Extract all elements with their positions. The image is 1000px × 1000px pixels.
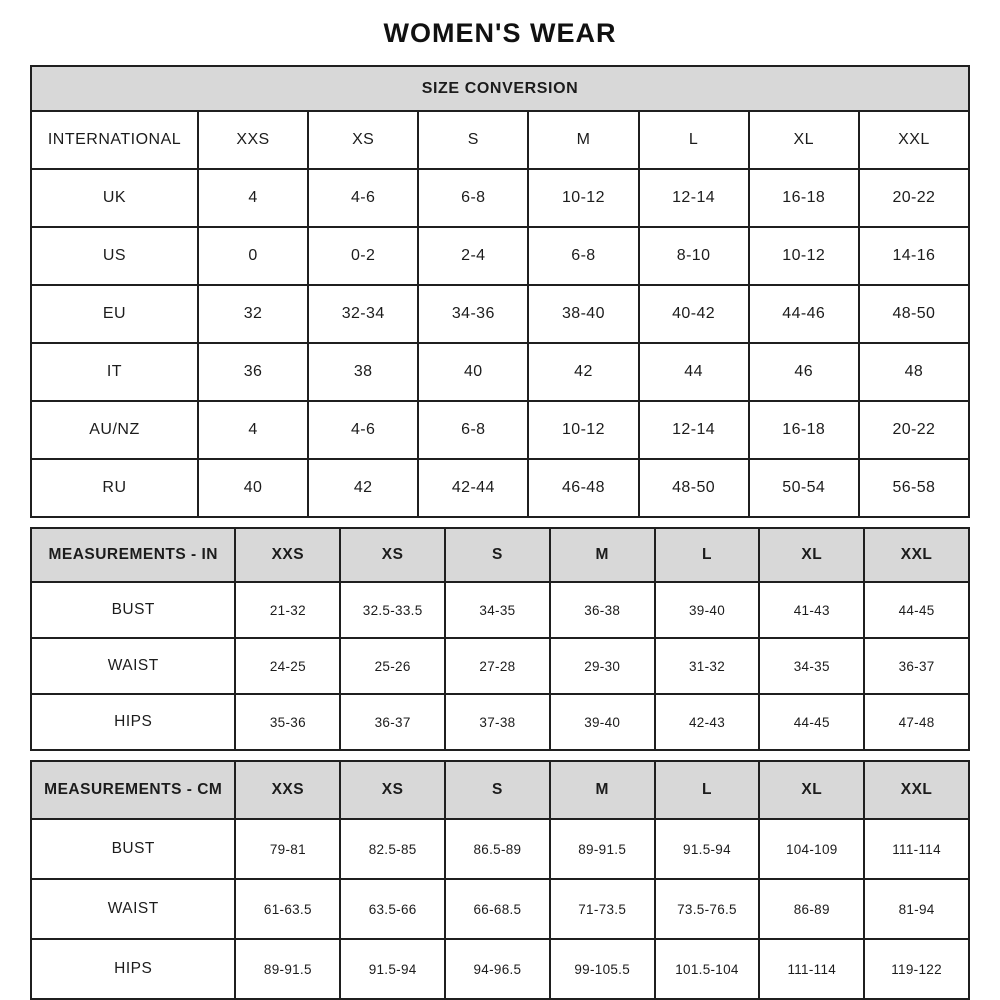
row-label: US xyxy=(31,227,198,285)
value-cell: 34-35 xyxy=(445,582,550,638)
table-row-bust-cm xyxy=(31,819,969,879)
value-cell: 111-114 xyxy=(864,819,969,879)
value-cell: 104-109 xyxy=(759,819,864,879)
value-cell: 34-36 xyxy=(418,285,528,343)
table-row-aunz xyxy=(31,401,969,459)
value-cell: 36-37 xyxy=(864,638,969,694)
value-cell: 4-6 xyxy=(308,401,418,459)
value-cell: 81-94 xyxy=(864,879,969,939)
column-header: XXL xyxy=(864,528,969,582)
column-header: L xyxy=(655,528,760,582)
value-cell: 86.5-89 xyxy=(445,819,550,879)
value-cell: 56-58 xyxy=(859,459,969,517)
column-header: XXL xyxy=(864,761,969,819)
value-cell: 39-40 xyxy=(655,582,760,638)
column-header: XXS xyxy=(198,111,308,169)
value-cell: 71-73.5 xyxy=(550,879,655,939)
column-header: S xyxy=(445,761,550,819)
value-cell: 46 xyxy=(749,343,859,401)
row-label: RU xyxy=(31,459,198,517)
value-cell: 86-89 xyxy=(759,879,864,939)
value-cell: 16-18 xyxy=(749,169,859,227)
value-cell: 111-114 xyxy=(759,939,864,999)
value-cell: 10-12 xyxy=(528,401,638,459)
column-header: XXS xyxy=(235,528,340,582)
value-cell: 10-12 xyxy=(528,169,638,227)
value-cell: 27-28 xyxy=(445,638,550,694)
value-cell: 8-10 xyxy=(639,227,749,285)
value-cell: 61-63.5 xyxy=(235,879,340,939)
column-header: XXS xyxy=(235,761,340,819)
value-cell: 25-26 xyxy=(340,638,445,694)
value-cell: 12-14 xyxy=(639,401,749,459)
row-label: AU/NZ xyxy=(31,401,198,459)
value-cell: 42-44 xyxy=(418,459,528,517)
value-cell: 119-122 xyxy=(864,939,969,999)
value-cell: 0 xyxy=(198,227,308,285)
value-cell: 37-38 xyxy=(445,694,550,750)
column-header: XL xyxy=(759,528,864,582)
column-header: L xyxy=(655,761,760,819)
value-cell: 66-68.5 xyxy=(445,879,550,939)
row-label: BUST xyxy=(31,582,235,638)
value-cell: 32 xyxy=(198,285,308,343)
value-cell: 42 xyxy=(528,343,638,401)
value-cell: 31-32 xyxy=(655,638,760,694)
value-cell: 32.5-33.5 xyxy=(340,582,445,638)
value-cell: 2-4 xyxy=(418,227,528,285)
table-row-waist-in xyxy=(31,638,969,694)
value-cell: 12-14 xyxy=(639,169,749,227)
value-cell: 6-8 xyxy=(528,227,638,285)
value-cell: 40 xyxy=(418,343,528,401)
value-cell: 10-12 xyxy=(749,227,859,285)
column-header: XS xyxy=(340,528,445,582)
column-header: M xyxy=(550,761,655,819)
value-cell: 44-46 xyxy=(749,285,859,343)
value-cell: 40 xyxy=(198,459,308,517)
value-cell: 0-2 xyxy=(308,227,418,285)
value-cell: 6-8 xyxy=(418,169,528,227)
value-cell: 24-25 xyxy=(235,638,340,694)
value-cell: 48 xyxy=(859,343,969,401)
value-cell: 36 xyxy=(198,343,308,401)
row-label: EU xyxy=(31,285,198,343)
value-cell: 44-45 xyxy=(864,582,969,638)
row-label: WAIST xyxy=(31,638,235,694)
table-row-bust-in xyxy=(31,582,969,638)
value-cell: 20-22 xyxy=(859,401,969,459)
table-row-eu xyxy=(31,285,969,343)
column-header: M xyxy=(528,111,638,169)
table-row-ru xyxy=(31,459,969,517)
value-cell: 42 xyxy=(308,459,418,517)
row-label: IT xyxy=(31,343,198,401)
value-cell: 91.5-94 xyxy=(655,819,760,879)
size-conversion-header-row xyxy=(31,111,969,169)
value-cell: 101.5-104 xyxy=(655,939,760,999)
table-row-hips-in xyxy=(31,694,969,750)
table-row-hips-cm xyxy=(31,939,969,999)
column-header: XS xyxy=(340,761,445,819)
column-header: L xyxy=(639,111,749,169)
measurements-cm-header-row xyxy=(31,761,969,819)
row-label: WAIST xyxy=(31,879,235,939)
value-cell: 91.5-94 xyxy=(340,939,445,999)
row-label: BUST xyxy=(31,819,235,879)
value-cell: 21-32 xyxy=(235,582,340,638)
value-cell: 44 xyxy=(639,343,749,401)
value-cell: 4-6 xyxy=(308,169,418,227)
table-row-waist-cm xyxy=(31,879,969,939)
measurements-in-header-row xyxy=(31,528,969,582)
value-cell: 89-91.5 xyxy=(235,939,340,999)
value-cell: 41-43 xyxy=(759,582,864,638)
size-conversion-title-row xyxy=(31,66,969,111)
column-header: XXL xyxy=(859,111,969,169)
measurements-in-table xyxy=(30,527,970,751)
value-cell: 6-8 xyxy=(418,401,528,459)
value-cell: 20-22 xyxy=(859,169,969,227)
value-cell: 16-18 xyxy=(749,401,859,459)
value-cell: 50-54 xyxy=(749,459,859,517)
value-cell: 42-43 xyxy=(655,694,760,750)
column-header: S xyxy=(445,528,550,582)
value-cell: 32-34 xyxy=(308,285,418,343)
value-cell: 4 xyxy=(198,169,308,227)
table-row-uk xyxy=(31,169,969,227)
column-header: XL xyxy=(749,111,859,169)
value-cell: 34-35 xyxy=(759,638,864,694)
value-cell: 36-37 xyxy=(340,694,445,750)
value-cell: 40-42 xyxy=(639,285,749,343)
value-cell: 48-50 xyxy=(639,459,749,517)
value-cell: 63.5-66 xyxy=(340,879,445,939)
value-cell: 38-40 xyxy=(528,285,638,343)
measurements-in-title: MEASUREMENTS - IN xyxy=(31,528,235,582)
value-cell: 4 xyxy=(198,401,308,459)
value-cell: 99-105.5 xyxy=(550,939,655,999)
value-cell: 48-50 xyxy=(859,285,969,343)
value-cell: 79-81 xyxy=(235,819,340,879)
value-cell: 29-30 xyxy=(550,638,655,694)
value-cell: 36-38 xyxy=(550,582,655,638)
table-row-it xyxy=(31,343,969,401)
page-title: WOMEN'S WEAR xyxy=(383,18,617,48)
size-conversion-title: SIZE CONVERSION xyxy=(31,66,969,111)
value-cell: 46-48 xyxy=(528,459,638,517)
column-header: XL xyxy=(759,761,864,819)
row-label: HIPS xyxy=(31,939,235,999)
column-header: M xyxy=(550,528,655,582)
measurements-cm-table xyxy=(30,760,970,1000)
size-conversion-table xyxy=(30,65,970,518)
column-header: S xyxy=(418,111,528,169)
value-cell: 82.5-85 xyxy=(340,819,445,879)
value-cell: 47-48 xyxy=(864,694,969,750)
column-header: INTERNATIONAL xyxy=(31,111,198,169)
row-label: HIPS xyxy=(31,694,235,750)
value-cell: 39-40 xyxy=(550,694,655,750)
value-cell: 73.5-76.5 xyxy=(655,879,760,939)
measurements-cm-title: MEASUREMENTS - CM xyxy=(31,761,235,819)
value-cell: 89-91.5 xyxy=(550,819,655,879)
row-label: UK xyxy=(31,169,198,227)
column-header: XS xyxy=(308,111,418,169)
value-cell: 38 xyxy=(308,343,418,401)
value-cell: 44-45 xyxy=(759,694,864,750)
table-row-us xyxy=(31,227,969,285)
value-cell: 94-96.5 xyxy=(445,939,550,999)
value-cell: 14-16 xyxy=(859,227,969,285)
value-cell: 35-36 xyxy=(235,694,340,750)
